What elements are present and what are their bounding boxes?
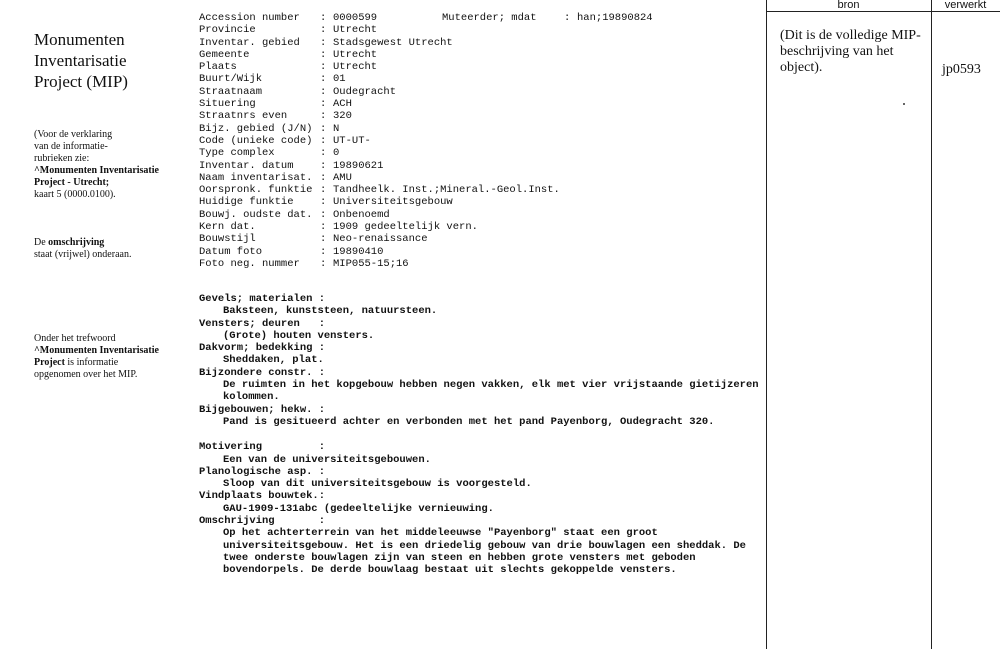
field-label: Bouwj. oudste dat. xyxy=(199,208,313,221)
section-heading: Bijgebouwen; hekw. : xyxy=(199,403,326,416)
note-line: kaart 5 (0000.0100). xyxy=(34,189,116,200)
field-label: Straatnaam xyxy=(199,85,263,98)
record-section xyxy=(199,404,759,429)
section-heading: Vindplaats bouwtek.: xyxy=(199,490,326,503)
section-text: Een van de universiteitsgebouwen. xyxy=(223,453,431,466)
field-colon: : xyxy=(320,184,327,197)
field-label: Oorspronk. funktie xyxy=(199,184,313,197)
field-colon: : xyxy=(320,48,327,61)
motivation-sections xyxy=(199,441,759,576)
title-line: Project (MIP) xyxy=(34,72,128,91)
field-label: Plaats xyxy=(199,61,237,74)
field-value: 19890410 xyxy=(333,245,384,258)
note-line: rubrieken zie: xyxy=(34,153,90,164)
field-colon: : xyxy=(320,208,327,221)
header-rule xyxy=(766,11,1000,12)
bron-text: (Dit is de volledige MIP-beschrijving van het object). xyxy=(780,28,921,75)
section-heading: Vensters; deuren : xyxy=(199,317,326,330)
mutator-colon: : xyxy=(564,12,571,24)
field-colon: : xyxy=(320,98,327,111)
field-value: Universiteitsgebouw xyxy=(333,196,453,209)
section-heading: Dakvorm; bedekking : xyxy=(199,342,326,355)
field-value: Utrecht xyxy=(333,24,378,37)
description-note xyxy=(34,237,184,261)
section-text: Sheddaken, plat. xyxy=(223,354,324,367)
title-line: Monumenten xyxy=(34,30,125,49)
field-label: Naam inventarisat. xyxy=(199,171,313,184)
title-line: Inventarisatie xyxy=(34,51,127,70)
field-value: 01 xyxy=(333,73,346,86)
note-line: opgenomen over het MIP. xyxy=(34,369,138,380)
field-colon: : xyxy=(320,36,327,49)
field-value: Stadsgewest Utrecht xyxy=(333,36,453,49)
field-colon: : xyxy=(320,257,327,270)
field-label: Provincie xyxy=(199,24,256,37)
note-reference: ^Monumenten Inventarisatie xyxy=(34,345,159,356)
record-section xyxy=(199,318,759,343)
section-heading: Gevels; materialen : xyxy=(199,293,326,305)
keyword-note xyxy=(34,333,184,381)
field-label: Kern dat. xyxy=(199,221,256,234)
record-sections xyxy=(199,293,759,577)
record-section xyxy=(199,441,759,466)
bron-header: bron xyxy=(837,0,860,11)
field-colon: : xyxy=(320,134,327,147)
column-divider xyxy=(931,0,932,649)
mutator-value: han;19890824 xyxy=(577,12,653,24)
field-colon: : xyxy=(320,73,327,86)
field-value: AMU xyxy=(333,171,352,184)
field-value: Utrecht xyxy=(333,61,378,74)
field-value: MIP055-15;16 xyxy=(333,257,409,270)
field-label: Code (unieke code) xyxy=(199,134,313,147)
section-text: Op het achterterrein van het middeleeuwse "Payenborg" staat een groot universiteitsgebouw. Het is een driedelig gebouw van drie bouwlagen een sheddak. De twee onderste bouwlagen zijn van steen en hebben grote vensters met geboden bovendorpels. De derde bouwlaag bestaat uit slechts gekoppelde vensters. xyxy=(223,527,746,577)
field-label: Foto neg. nummer xyxy=(199,257,300,270)
section-heading: Planologische asp. : xyxy=(199,465,326,478)
field-value: 1909 gedeeltelijk vern. xyxy=(333,221,478,234)
field-label: Inventar. gebied xyxy=(199,36,300,49)
field-label: Type complex xyxy=(199,147,275,160)
field-label: Bijz. gebied (J/N) xyxy=(199,122,313,135)
section-text: Baksteen, kunststeen, natuursteen. xyxy=(223,305,438,318)
field-label: Datum foto xyxy=(199,245,263,258)
column-divider xyxy=(766,0,767,649)
section-text: De ruimten in het kopgebouw hebben negen vakken, elk met vier vrijstaande gietijzeren kolommen. xyxy=(223,379,759,404)
field-value: Neo-renaissance xyxy=(333,233,428,246)
field-value: Utrecht xyxy=(333,48,378,61)
field-value: N xyxy=(333,122,340,135)
field-colon: : xyxy=(320,233,327,246)
field-value: UT-UT- xyxy=(333,134,371,147)
section-text: (Grote) houten vensters. xyxy=(223,329,375,342)
field-colon: : xyxy=(320,147,327,160)
field-colon: : xyxy=(320,61,327,74)
field-value: Oudegracht xyxy=(333,85,397,98)
record-section xyxy=(199,466,759,491)
record-section xyxy=(199,293,759,318)
note-line: (Voor de verklaring xyxy=(34,129,113,140)
field-colon: : xyxy=(320,159,327,172)
field-colon: : xyxy=(320,85,327,98)
field-value: 0 xyxy=(333,147,340,160)
field-colon: : xyxy=(320,196,327,209)
verwerkt-text: jp0593 xyxy=(942,62,981,77)
field-label: Inventar. datum xyxy=(199,159,294,172)
mutator-label: Muteerder; mdat xyxy=(442,12,537,24)
verwerkt-header: verwerkt xyxy=(944,0,987,11)
field-value: 320 xyxy=(333,110,352,123)
field-value: Onbenoemd xyxy=(333,208,390,221)
section-text: Sloop van dit universiteitsgebouw is voorgesteld. xyxy=(223,478,532,491)
record-section xyxy=(199,515,759,576)
section-text: Pand is gesitueerd achter en verbonden met het pand Payenborg, Oudegracht 320. xyxy=(223,415,715,428)
note-line: De omschrijving xyxy=(34,237,105,248)
field-value: ACH xyxy=(333,98,352,111)
field-label: Buurt/Wijk xyxy=(199,73,263,86)
field-label: Huidige funktie xyxy=(199,196,294,209)
field-colon: : xyxy=(320,110,327,123)
field-colon: : xyxy=(320,24,327,37)
field-label: Straatnrs even xyxy=(199,110,288,123)
field-colon: : xyxy=(320,171,327,184)
construction-sections xyxy=(199,293,759,428)
note-reference: ^Monumenten Inventarisatie xyxy=(34,165,159,176)
note-line: van de informatie- xyxy=(34,141,108,152)
field-colon: : xyxy=(320,245,327,258)
note-line: Project is informatie xyxy=(34,357,119,368)
field-colon: : xyxy=(320,12,327,24)
note-reference: Project - Utrecht; xyxy=(34,177,110,188)
field-label: Bouwstijl xyxy=(199,233,256,246)
field-colon: : xyxy=(320,122,327,135)
field-label: Accession number xyxy=(199,12,300,24)
section-heading: Bijzondere constr. : xyxy=(199,366,326,379)
record-section xyxy=(199,367,759,404)
section-heading: Omschrijving : xyxy=(199,515,326,528)
field-label: Gemeente xyxy=(199,48,250,61)
scan-speck xyxy=(903,103,905,105)
field-value: Tandheelk. Inst.;Mineral.-Geol.Inst. xyxy=(333,184,560,197)
record-section xyxy=(199,342,759,367)
field-label: Situering xyxy=(199,98,256,111)
section-heading: Motivering : xyxy=(199,441,326,454)
section-text: GAU-1909-131abc (gedeeltelijke vernieuwing. xyxy=(223,502,494,515)
field-value: 19890621 xyxy=(333,159,384,172)
note-line: Onder het trefwoord xyxy=(34,333,116,344)
info-rubrics-note xyxy=(34,129,184,201)
note-line: staat (vrijwel) onderaan. xyxy=(34,249,132,260)
document-title xyxy=(34,29,184,92)
field-value: 0000599 xyxy=(333,12,378,24)
record-section xyxy=(199,490,759,515)
field-colon: : xyxy=(320,221,327,234)
